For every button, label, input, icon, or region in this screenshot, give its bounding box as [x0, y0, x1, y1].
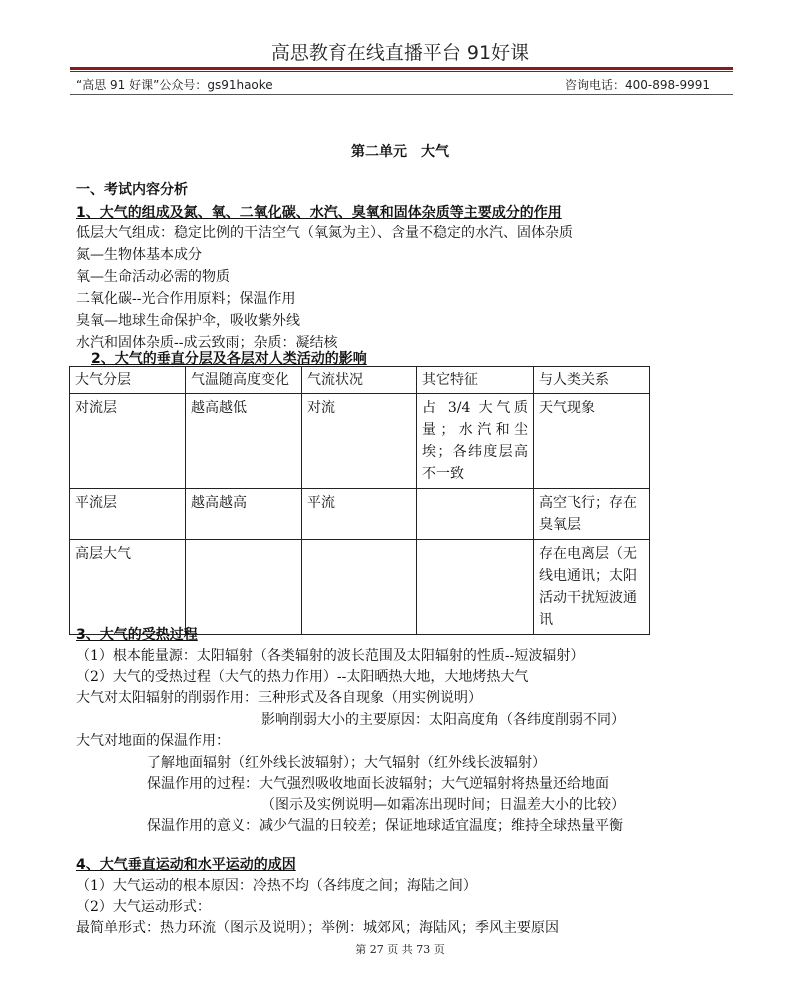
table-cell: 天气现象 [534, 394, 650, 489]
heating-line: 大气对地面的保温作用： [76, 733, 230, 749]
table-row [70, 489, 650, 540]
header-divider [70, 94, 733, 95]
heating-line: 了解地面辐射（红外线长波辐射）；大气辐射（红外线长波辐射） [147, 755, 546, 771]
heating-line: 保温作用的意义：减少气温的日较差；保证地球适宜温度；维持全球热量平衡 [147, 818, 623, 834]
section-heading-motion: 4、大气垂直运动和水平运动的成因 [76, 857, 296, 873]
table-header-cell: 气温随高度变化 [186, 367, 302, 394]
header-rule-thin [70, 71, 733, 72]
table-row [70, 540, 650, 635]
table-cell: 对流层 [70, 394, 186, 489]
page-number-footer: 第 27 页 共 73 页 [355, 943, 445, 956]
section-heading-analysis: 一、考试内容分析 [76, 182, 188, 198]
table-cell [417, 540, 534, 635]
table-cell [186, 540, 302, 635]
heating-line: （2）大气的受热过程（大气的热力作用）--太阳晒热大地，大地烤热大气 [76, 669, 529, 685]
composition-line: 氧—生命活动必需的物质 [76, 269, 230, 285]
heating-line: 影响削弱大小的主要原因：太阳高度角（各纬度削弱不同） [261, 712, 625, 728]
composition-line: 二氧化碳--光合作用原料；保温作用 [76, 291, 296, 307]
header-rule-thick [70, 67, 733, 70]
heating-line: （图示及实例说明—如霜冻出现时间；日温差大小的比较） [261, 797, 625, 813]
table-cell: 越高越低 [186, 394, 302, 489]
composition-line: 氮—生物体基本成分 [76, 247, 202, 263]
table-cell: 存在电离层（无线电通讯；太阳活动干扰短波通讯 [534, 540, 650, 635]
heating-line: 大气对太阳辐射的削弱作用：三种形式及各自现象（用实例说明） [76, 690, 482, 706]
table-cell [302, 540, 417, 635]
table-row [70, 394, 650, 489]
motion-line: 最简单形式：热力环流（图示及说明）；举例：城郊风；海陆风；季风主要原因 [76, 920, 559, 936]
table-header-row [70, 367, 650, 394]
table-cell: 高空飞行；存在臭氧层 [534, 489, 650, 540]
table-cell: 对流 [302, 394, 417, 489]
heating-line: 保温作用的过程：大气强烈吸收地面长波辐射；大气逆辐射将热量还给地面 [147, 776, 609, 792]
table-cell: 平流层 [70, 489, 186, 540]
header-phone: 咨询电话：400-898-9991 [564, 78, 710, 92]
composition-line: 水汽和固体杂质--成云致雨；杂质：凝结核 [76, 335, 338, 351]
unit-title: 第二单元 大气 [351, 144, 449, 160]
table-cell: 高层大气 [70, 540, 186, 635]
composition-line: 臭氧—地球生命保护伞，吸收紫外线 [76, 313, 300, 329]
page-header-title: 高思教育在线直播平台 91好课 [270, 42, 530, 64]
table-cell: 平流 [302, 489, 417, 540]
table-cell: 占 3/4 大气质量；水汽和尘埃；各纬度层高不一致 [417, 394, 534, 489]
table-header-cell: 与人类关系 [534, 367, 650, 394]
table-header-cell: 其它特征 [417, 367, 534, 394]
motion-line: （1）大气运动的根本原因：冷热不均（各纬度之间；海陆之间） [76, 878, 477, 894]
table-header-cell: 大气分层 [70, 367, 186, 394]
section-heading-layers: 2、大气的垂直分层及各层对人类活动的影响 [91, 351, 367, 367]
composition-line: 低层大气组成：稳定比例的干洁空气（氧氮为主）、含量不稳定的水汽、固体杂质 [76, 225, 573, 241]
table-cell: 越高越高 [186, 489, 302, 540]
section-heading-heating: 3、大气的受热过程 [76, 627, 198, 643]
header-wechat-account: “高思 91 好课”公众号：gs91haoke [76, 78, 273, 92]
atmosphere-layers-table [69, 366, 650, 635]
table-cell [417, 489, 534, 540]
section-heading-composition: 1、大气的组成及氮、氧、二氧化碳、水汽、臭氧和固体杂质等主要成分的作用 [76, 205, 562, 221]
heating-line: （1）根本能量源：太阳辐射（各类辐射的波长范围及太阳辐射的性质--短波辐射） [76, 648, 585, 664]
motion-line: （2）大气运动形式： [76, 899, 211, 915]
table-header-cell: 气流状况 [302, 367, 417, 394]
